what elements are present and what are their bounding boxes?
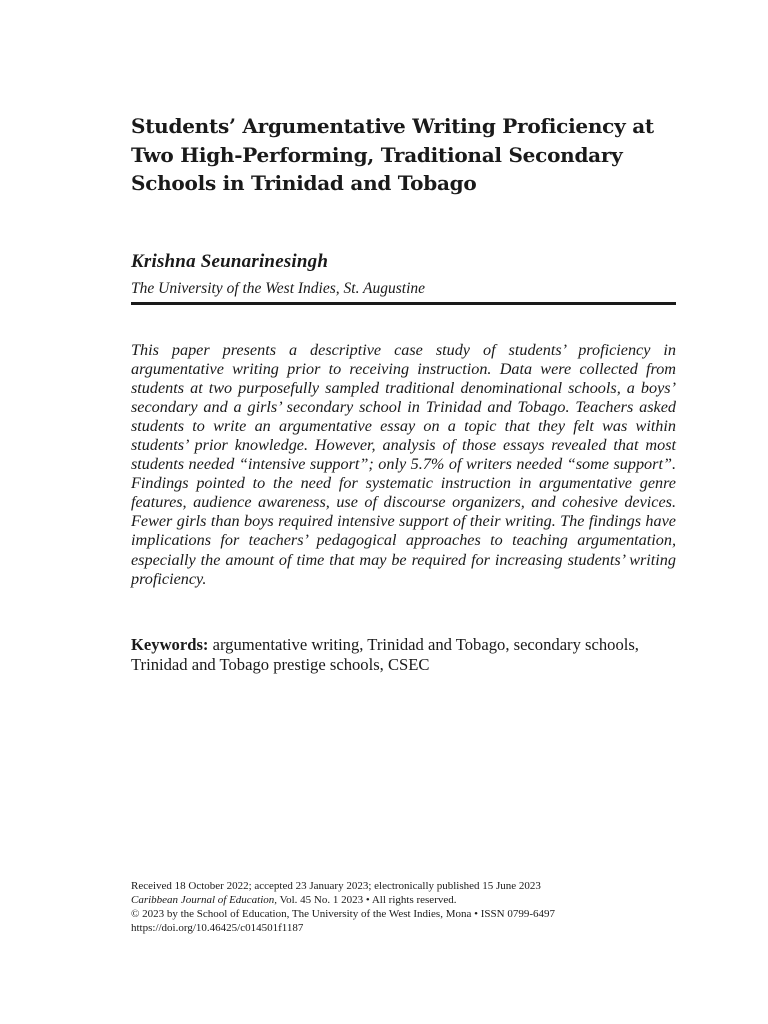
copyright-notice: © 2023 by the School of Education, The University of the West Indies, Mona • ISSN 0799-6497: [131, 908, 555, 920]
header-divider: [131, 302, 676, 305]
publication-footer: [131, 879, 676, 935]
abstract-text: This paper presents a descriptive case study of students’ proficiency in argumentative writing prior to receiving instruction. Data were collected from students at two purposefully sampled traditional denominational schools, a boys’ secondary and a girls’ secondary school in Trinidad and Tobago. Teachers asked students to write an argumentative essay on a topic that they felt was within students’ prior knowledge. However, analysis of those essays revealed that most students needed “intensive support”; only 5.7% of writers needed “some support”. Findings pointed to the need for systematic instruction in argumentative genre features, audience awareness, use of discourse organizers, and cohesive devices. Fewer girls than boys required intensive support of their writing. The findings have implications for teachers’ pedagogical approaches to teaching argumentation, especially the amount of time that may be required for increasing students’ writing proficiency.: [131, 341, 676, 588]
keywords-section: [131, 635, 676, 674]
article-title: Students’ Argumentative Writing Proficiency at Two High-Performing, Traditional Secondary Schools in Trinidad and Tobago: [131, 114, 654, 195]
doi-link[interactable]: https://doi.org/10.46425/c014501f1187: [131, 922, 304, 934]
keywords-label: Keywords:: [131, 635, 209, 654]
journal-name: Caribbean Journal of Education,: [131, 894, 278, 906]
journal-citation: [131, 893, 676, 907]
keywords-list: argumentative writing, Trinidad and Tobago, secondary schools, Trinidad and Tobago prestige schools, CSEC: [131, 635, 639, 674]
journal-volume: Vol. 45 No. 1 2023 • All rights reserved.: [277, 894, 457, 906]
received-dates: Received 18 October 2022; accepted 23 January 2023; electronically published 15 June 2023: [131, 880, 541, 892]
article-first-page: [131, 0, 676, 1024]
author-affiliation: The University of the West Indies, St. Augustine: [131, 280, 426, 297]
author-name: Krishna Seunarinesingh: [131, 251, 329, 272]
